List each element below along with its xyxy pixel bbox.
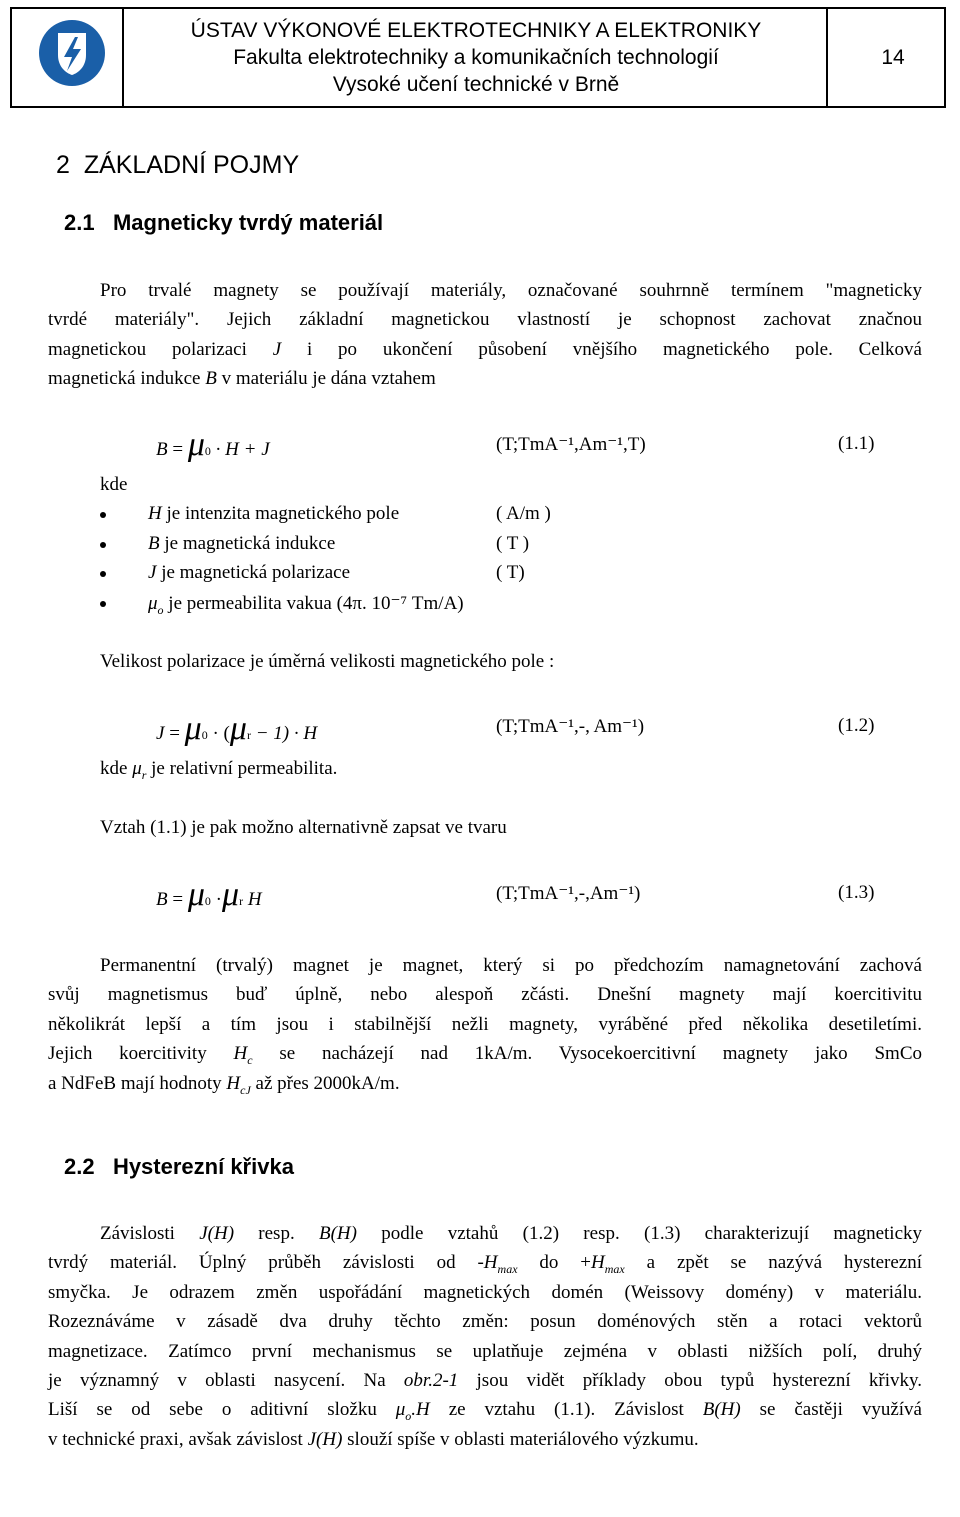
header-divider [122,9,124,106]
bullet-unit: ( T ) [496,533,530,554]
paragraph: Závislosti J(H) resp. B(H) podle vztahů (1.2) resp. (1.3) charakterizují magneticky tvrdý materiál. Úplný průběh závislosti od $-H_{max}$ do $+H_{max}$ a zpět se nazývá hysterezní smyčka. Je odrazem změn uspořádání magnetických domén (Weissovy domény) v materiálu. Rozeznáváme v zásadě dva druhy těchto změn: posun doménových stěn a rotaci vektorů magnetizace. Zatímco první mechanismus se uplatňuje zejména v oblasti nižších polí, druhý je významný v oblasti nasycení. Na obr.2-1 jsou vidět příklady obou typů hysterezní křivky. Liší se od sebe o aditivní složku $\mu_o.H$ ze vztahu (1.1). Závislost B(H) se častěji využívá v technické praxi, avšak závislost J(H) slouží spíše v oblasti materiálového výzkumu. [48,1223,923,1450]
page-number: 14 [881,45,905,69]
institute-name: ÚSTAV VÝKONOVÉ ELEKTROTECHNIKY A ELEKTRONIKY [190,19,762,42]
bullet-item: $\mu_o$ je permeabilita vakua (4π. 10⁻⁷ Tm/A) [148,593,464,617]
header-divider [826,9,828,106]
equation-units: (T;TmA⁻¹,-,Am⁻¹) [496,883,641,904]
university-name: Vysoké učení technické v Brně [332,73,620,96]
paragraph: Pro trvalé magnety se používají materiály, označované souhrnně termínem "magneticky tvrdé materiály". Jejich základní magnetickou vlastností je schopnost zachovat značnou magnetickou polarizaci J i po ukončení působení vnějšího magnetického pole. Celková magnetická indukce B v materiálu je dána vztahem [48,280,922,390]
bullet-dot [100,601,106,607]
paragraph: Permanentní (trvalý) magnet je magnet, který si po předchozím namagnetování zachová svůj magnetismus buď úplně, nebo alespoň zčásti. Dnešní magnety mají koercitivitu několikrát lepší a tím jsou i stabilnější nežli magnety, vyráběné před několika desetiletími. Jejich koercitivity $H_c$ se nacházejí nad 1kA/m. Vysocekoercitivní magnety jako SmCo a NdFeB mají hodnoty $H_{cJ}$ až přes 2000kA/m. [48,955,922,1097]
faculty-name: Fakulta elektrotechniky a komunikačních technologií [233,46,719,69]
page-header [10,7,946,108]
kde-label: kde [100,474,128,495]
bullet-unit: ( T) [496,562,525,583]
kde-relative-permeability: kde $\mu_r$ je relativní permeabilita. [100,758,338,782]
equation-number: (1.3) [838,882,875,903]
equation-units: (T;TmA⁻¹,Am⁻¹,T) [496,434,646,455]
lightning-shield-logo-icon [36,17,108,89]
equation-2: J = μ0 · (μr − 1) · H [156,710,318,747]
chapter-heading: 2 ZÁKLADNÍ POJMY [56,151,300,179]
bullet-dot [100,512,106,518]
equation-3: B = μ0 ·μr H [156,876,262,913]
paragraph: Velikost polarizace je úměrná velikosti magnetického pole : [100,651,555,672]
equation-number: (1.1) [838,433,875,454]
bullet-item: H je intenzita magnetického pole [148,503,400,524]
bullet-dot [100,571,106,577]
bullet-unit: ( A/m ) [496,503,551,524]
bullet-item: B je magnetická indukce [148,533,336,554]
equation-units: (T;TmA⁻¹,-, Am⁻¹) [496,716,645,737]
bullet-item: J je magnetická polarizace [148,562,351,583]
equation-1-111: B = μ0 · H + J [156,426,270,463]
bullet-dot [100,542,106,548]
equation-number: (1.2) [838,715,875,736]
paragraph: Vztah (1.1) je pak možno alternativně zapsat ve tvaru [100,817,507,838]
section-heading: 2.2 Hysterezní křivka [64,1154,294,1179]
section-heading: 2.1 Magneticky tvrdý materiál [64,210,384,235]
